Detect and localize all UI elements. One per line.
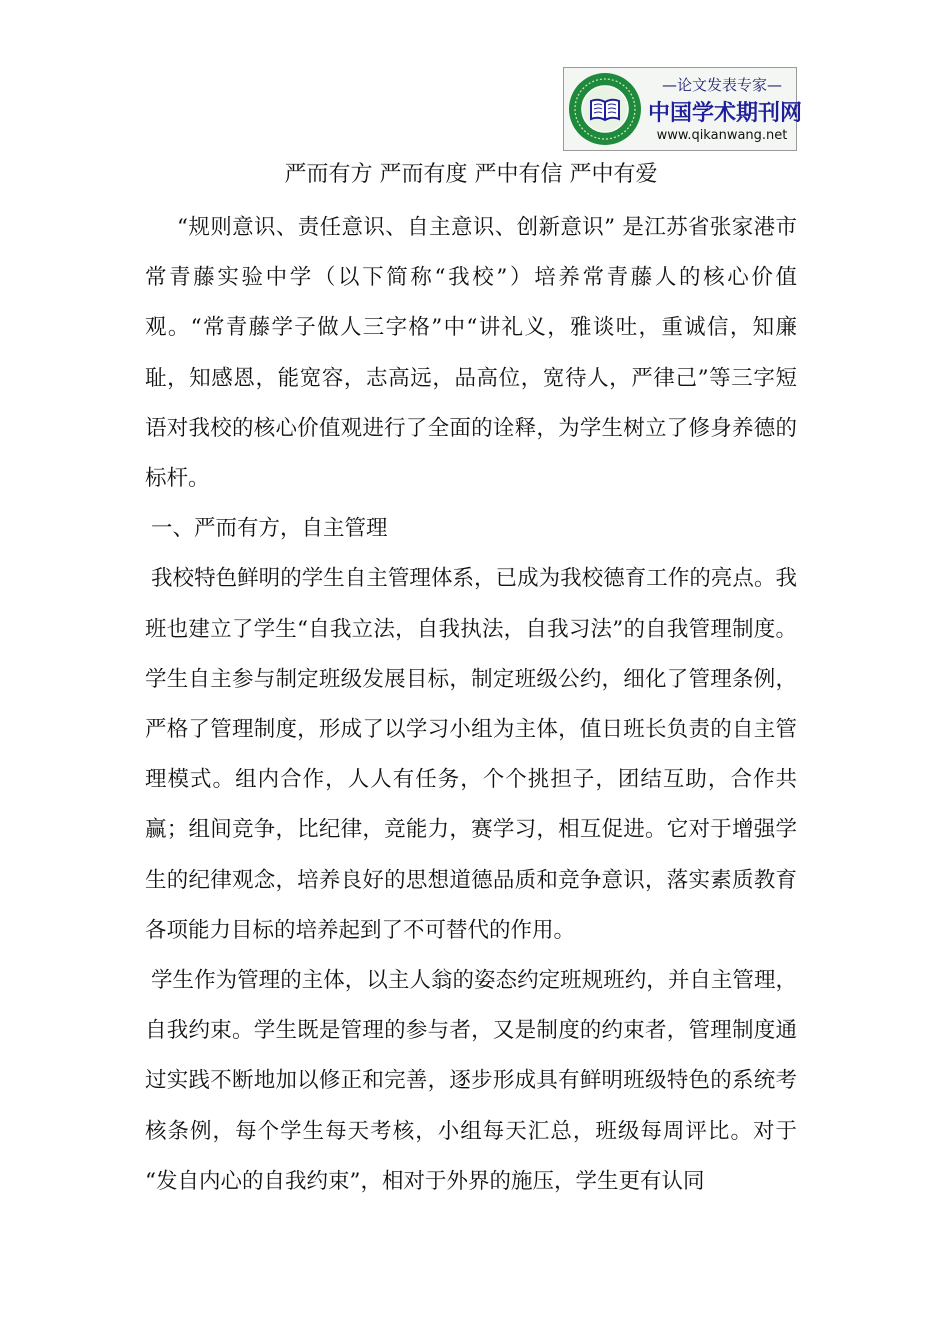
- logo-seal-icon: [567, 71, 643, 147]
- body-paragraph: 我校特色鲜明的学生自主管理体系，已成为我校德育工作的亮点。我班也建立了学生“自我立法，自我执法，自我习法”的自我管理制度。学生自主参与制定班级发展目标，制定班级公约，细化了管理条例，严格了管理制度，形成了以学习小组为主体，值日班长负责的自主管理模式。组内合作，人人有任务，个个挑担子，团结互助，合作共赢；组间竞争，比纪律，竞能力，赛学习，相互促进。它对于增强学生的纪律观念，培养良好的思想道德品质和竞争意识，落实素质教育各项能力目标的培养起到了不可替代的作用。: [145, 566, 797, 943]
- document-title: 严而有方 严而有度 严中有信 严中有爱: [284, 162, 658, 187]
- logo-tagline: —论文发表专家—: [661, 76, 782, 94]
- intro-paragraph: “规则意识、责任意识、自主意识、创新意识” 是江苏省张家港市常青藤实验中学（以下简称“我校”）培养常青藤人的核心价值观。“常青藤学子做人三字格”中“讲礼义，雅谈吐，重诚信，知廉耻，知感恩，能宽容，志高远，品高位，宽待人，严律己”等三字短语对我校的核心价值观进行了全面的诠释，为学生树立了修身养德的标杆。: [145, 215, 797, 492]
- body-paragraph: 学生作为管理的主体，以主人翁的姿态约定班规班约，并自主管理，自我约束。学生既是管理的参与者，又是制度的约束者，管理制度通过实践不断地加以修正和完善，逐步形成具有鲜明班级特色的系统考核条例，每个学生每天考核，小组每天汇总，班级每周评比。对于 “发自内心的自我约束”，相对于外界的施压，学生更有认同: [145, 968, 797, 1194]
- logo-name: 中国学术期刊网: [648, 101, 803, 126]
- document-body: [145, 203, 797, 1207]
- section-heading: 一、严而有方，自主管理: [151, 516, 388, 542]
- site-logo: [563, 67, 803, 151]
- logo-url: www.qikanwang.net: [656, 128, 788, 143]
